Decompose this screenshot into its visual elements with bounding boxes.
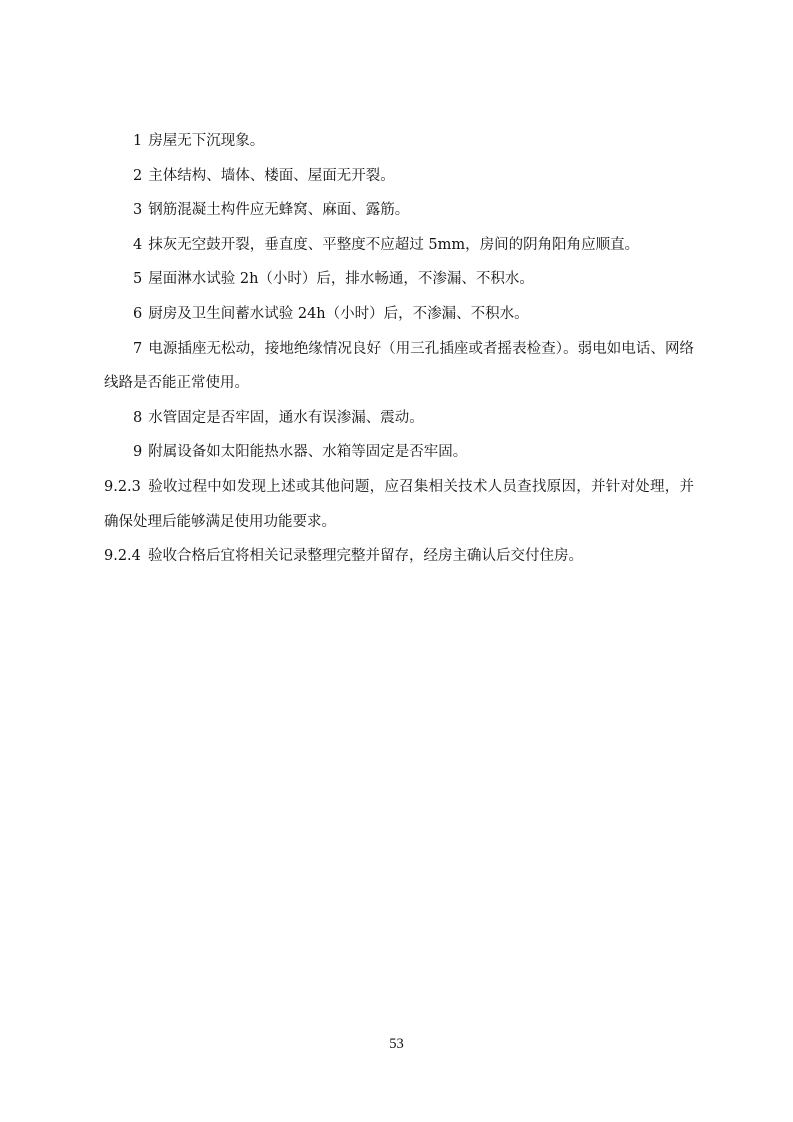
list-item [104,262,694,297]
clause-paragraph [104,539,694,574]
list-item-text: 厨房及卫生间蓄水试验 24h（小时）后，不渗漏、不积水。 [148,305,529,322]
list-item [104,124,694,159]
list-item-text: 钢筋混凝土构件应无蜂窝、麻面、露筋。 [148,202,410,219]
clause-text: 验收合格后宜将相关记录整理完整并留存，经房主确认后交付住房。 [148,548,583,565]
list-item-number: 7 [133,340,143,357]
page-content [104,124,694,574]
list-item-number: 5 [133,271,143,288]
list-item [104,332,694,401]
list-item-number: 9 [133,444,143,461]
list-item-number: 8 [133,409,143,426]
list-item [104,297,694,332]
clause-text: 验收过程中如发现上述或其他问题，应召集相关技术人员查找原因，并针对处理，并确保处理后能够满足使用功能要求。 [104,478,694,530]
list-item [104,159,694,194]
clause-number: 9.2.4 [104,548,141,565]
list-item-text: 抹灰无空鼓开裂，垂直度、平整度不应超过 5mm，房间的阴角阳角应顺直。 [148,236,640,253]
list-item-number: 1 [133,133,143,149]
clause-paragraph [104,470,694,539]
list-item [104,228,694,263]
list-item-text: 电源插座无松动，接地绝缘情况良好（用三孔插座或者摇表检查）。弱电如电话、网络线路是否能正常使用。 [104,340,694,392]
list-item [104,435,694,470]
list-item-number: 3 [133,202,143,219]
list-item-text: 附属设备如太阳能热水器、水箱等固定是否牢固。 [148,444,468,461]
clause-number: 9.2.3 [104,478,141,495]
list-item-number: 4 [133,236,143,253]
list-item-number: 2 [133,167,143,184]
list-item [104,401,694,436]
page-number: 53 [389,1036,404,1052]
list-item-text: 主体结构、墙体、楼面、屋面无开裂。 [148,167,395,184]
list-item-text: 水管固定是否牢固，通水有误渗漏、震动。 [148,409,424,426]
list-item-text: 屋面淋水试验 2h（小时）后，排水畅通，不渗漏、不积水。 [148,271,534,288]
list-item [104,193,694,228]
list-item-number: 6 [133,305,143,322]
list-item-text: 房屋无下沉现象。 [148,133,265,149]
